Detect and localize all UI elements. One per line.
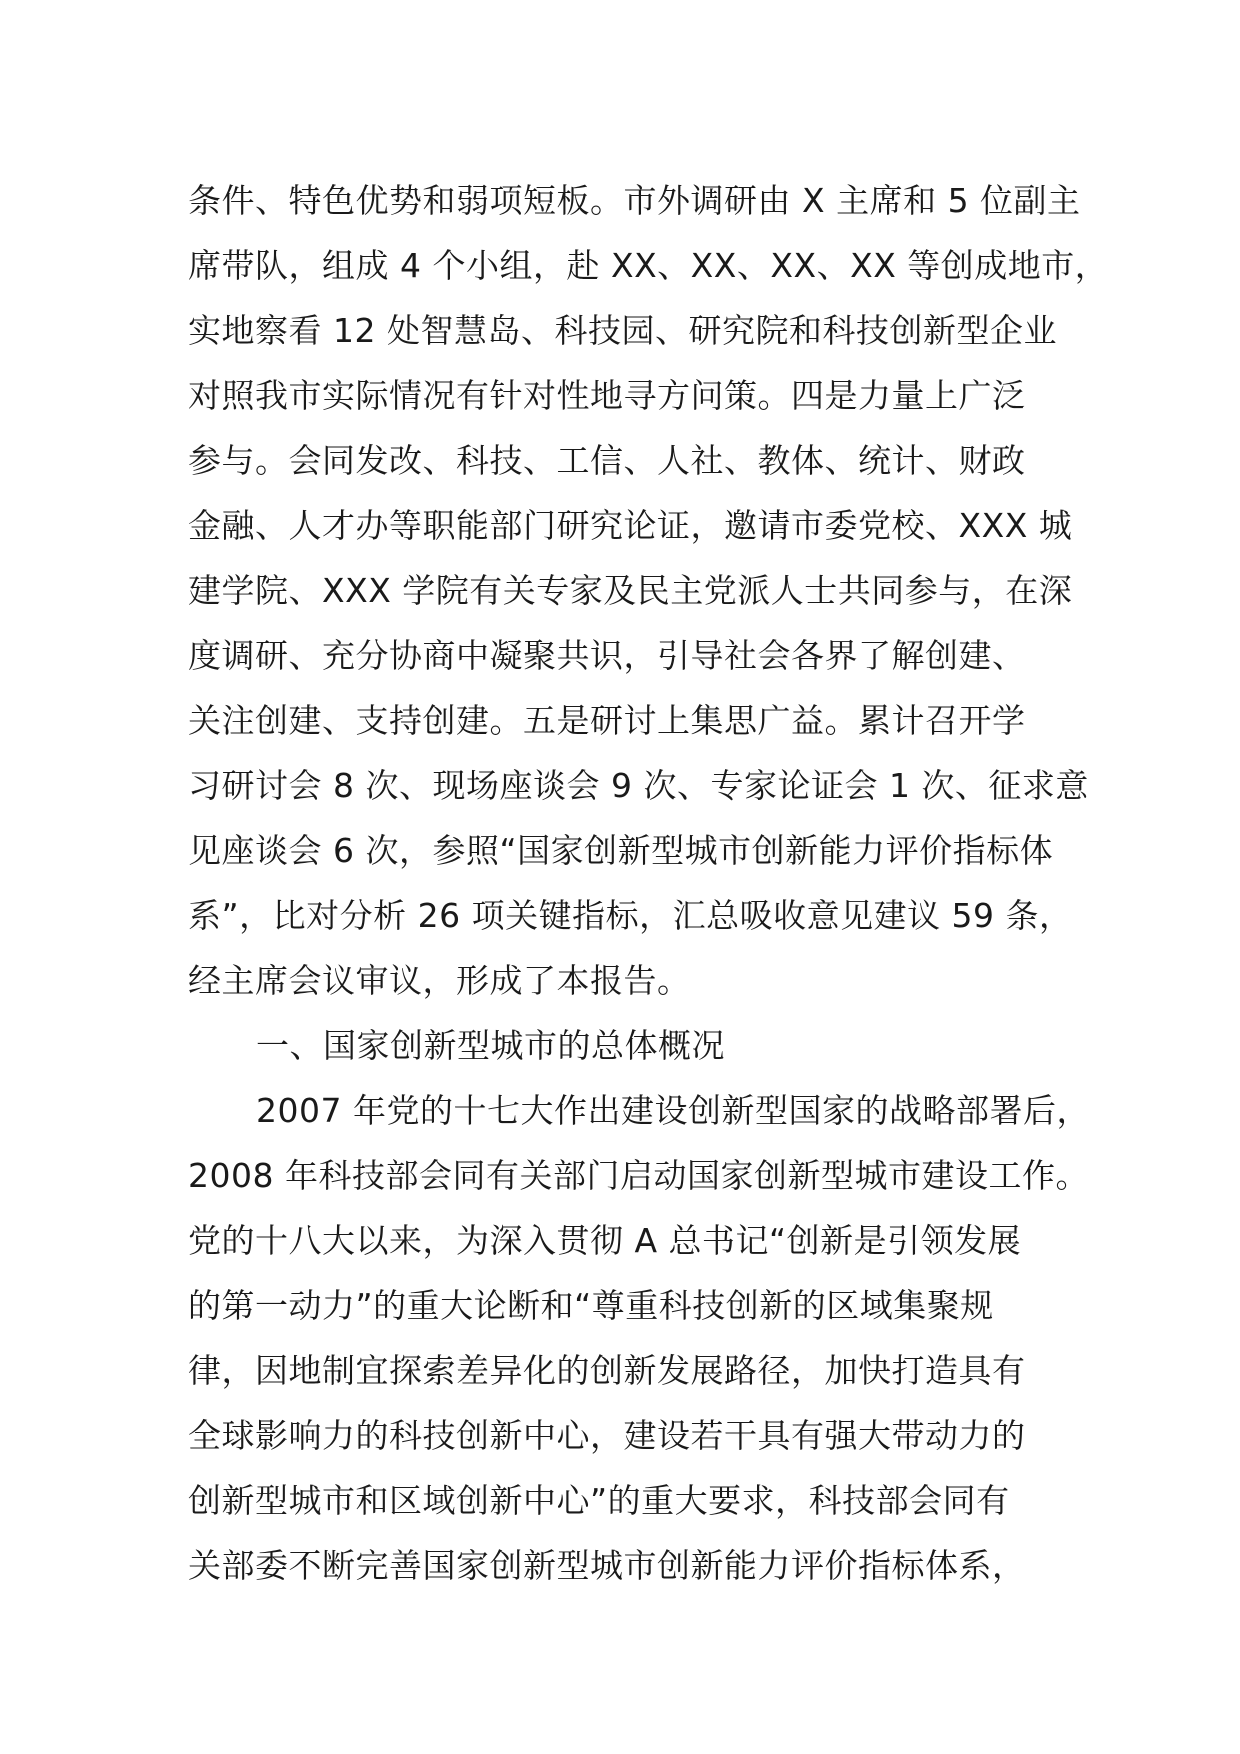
text-line-18: 的第一动力”的重大论断和“尊重科技创新的区域集聚规 [188,1286,994,1325]
text-line-10: 习研讨会 8 次、现场座谈会 9 次、专家论证会 1 次、征求意 [188,766,1089,805]
text-line-5: 参与。会同发改、科技、工信、人社、教体、统计、财政 [188,441,1026,480]
text-line-7: 建学院、XXX 学院有关专家及民主党派人士共同参与，在深 [188,571,1073,610]
text-line-19: 律，因地制宜探索差异化的创新发展路径，加快打造具有 [188,1351,1026,1390]
section-heading: 一、国家创新型城市的总体概况 [256,1026,725,1065]
text-line-9: 关注创建、支持创建。五是研讨上集思广益。累计召开学 [188,701,1026,740]
text-line-16: 2008 年科技部会同有关部门启动国家创新型城市建设工作。 [188,1156,1089,1195]
text-line-20: 全球影响力的科技创新中心，建设若干具有强大带动力的 [188,1416,1026,1455]
text-line-12: 系”，比对分析 26 项关键指标，汇总吸收意见建议 59 条， [188,896,1073,935]
text-line-3: 实地察看 12 处智慧岛、科技园、研究院和科技创新型企业 [188,311,1057,350]
text-line-21: 创新型城市和区域创新中心”的重大要求，科技部会同有 [188,1481,1010,1520]
text-line-17: 党的十八大以来，为深入贯彻 A 总书记“创新是引领发展 [188,1221,1022,1260]
text-line-22: 关部委不断完善国家创新型城市创新能力评价指标体系， [188,1546,1026,1585]
text-line-2: 席带队，组成 4 个小组，赴 XX、XX、XX、XX 等创成地市， [188,246,1109,285]
text-line-13: 经主席会议审议，形成了本报告。 [188,961,691,1000]
document-body [188,168,1109,1598]
text-line-8: 度调研、充分协商中凝聚共识，引导社会各界了解创建、 [188,636,1026,675]
text-line-6: 金融、人才办等职能部门研究论证，邀请市委党校、XXX 城 [188,506,1073,545]
text-line-4: 对照我市实际情况有针对性地寻方问策。四是力量上广泛 [188,376,1026,415]
text-line-1: 条件、特色优势和弱项短板。市外调研由 X 主席和 5 位副主 [188,181,1081,220]
text-line-11: 见座谈会 6 次，参照“国家创新型城市创新能力评价指标体 [188,831,1054,870]
text-line-15: 2007 年党的十七大作出建设创新型国家的战略部署后， [256,1091,1090,1130]
